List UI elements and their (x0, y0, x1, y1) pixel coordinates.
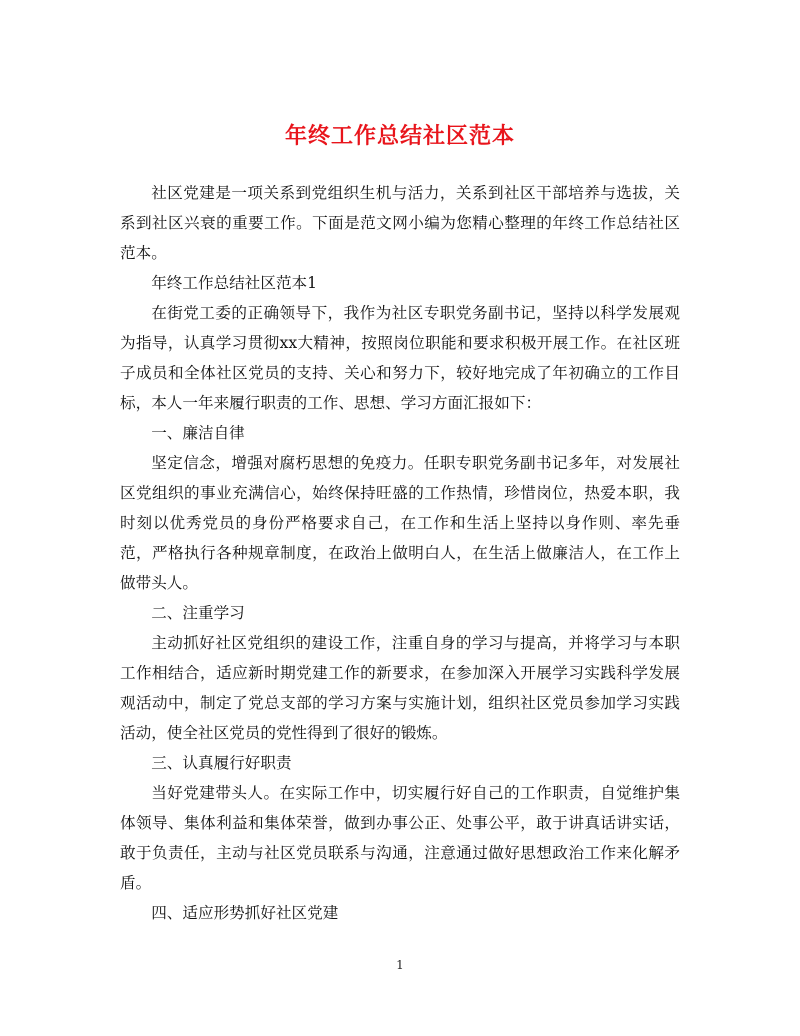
item-paragraph-2: 主动抓好社区党组织的建设工作，注重自身的学习与提高，并将学习与本职工作相结合，适应新时期党建工作的新要求，在参加深入开展学习实践科学发展观活动中，制定了党总支部的学习方案与实施计划，组织社区党员参加学习实践活动，使全社区党员的党性得到了很好的锻炼。 (120, 634, 680, 742)
item-heading-4: 四、适应形势抓好社区党建 (151, 904, 339, 922)
item-paragraph-1: 坚定信念，增强对腐朽思想的免疫力。任职专职党务副书记多年，对发展社区党组织的事业充满信心，始终保持旺盛的工作热情，珍惜岗位，热爱本职，我时刻以优秀党员的身份严格要求自己，在工作和生活上坚持以身作则、率先垂范，严格执行各种规章制度，在政治上做明白人，在生活上做廉洁人，在工作上做带头人。 (120, 454, 680, 592)
document-body (120, 178, 680, 928)
intro-paragraph: 社区党建是一项关系到党组织生机与活力，关系到社区干部培养与选拔，关系到社区兴衰的重要工作。下面是范文网小编为您精心整理的年终工作总结社区范本。 (120, 184, 680, 262)
item-heading-2: 二、注重学习 (151, 604, 245, 622)
item-heading-1: 一、廉洁自律 (151, 424, 245, 442)
page-number: 1 (396, 958, 404, 972)
page-title: 年终工作总结社区范本 (284, 122, 515, 149)
item-heading-3: 三、认真履行好职责 (151, 754, 292, 772)
item-paragraph-3: 当好党建带头人。在实际工作中，切实履行好自己的工作职责，自觉维护集体领导、集体利益和集体荣誉，做到办事公正、处事公平，敢于讲真话讲实话，敢于负责任，主动与社区党员联系与沟通，注意通过做好思想政治工作来化解矛盾。 (120, 784, 680, 892)
section-heading: 年终工作总结社区范本1 (151, 274, 318, 292)
opening-paragraph: 在街党工委的正确领导下，我作为社区专职党务副书记，坚持以科学发展观为指导，认真学习贯彻xx大精神，按照岗位职能和要求积极开展工作。在社区班子成员和全体社区党员的支持、关心和努力下，较好地完成了年初确立的工作目标，本人一年来履行职责的工作、思想、学习方面汇报如下： (120, 304, 680, 412)
